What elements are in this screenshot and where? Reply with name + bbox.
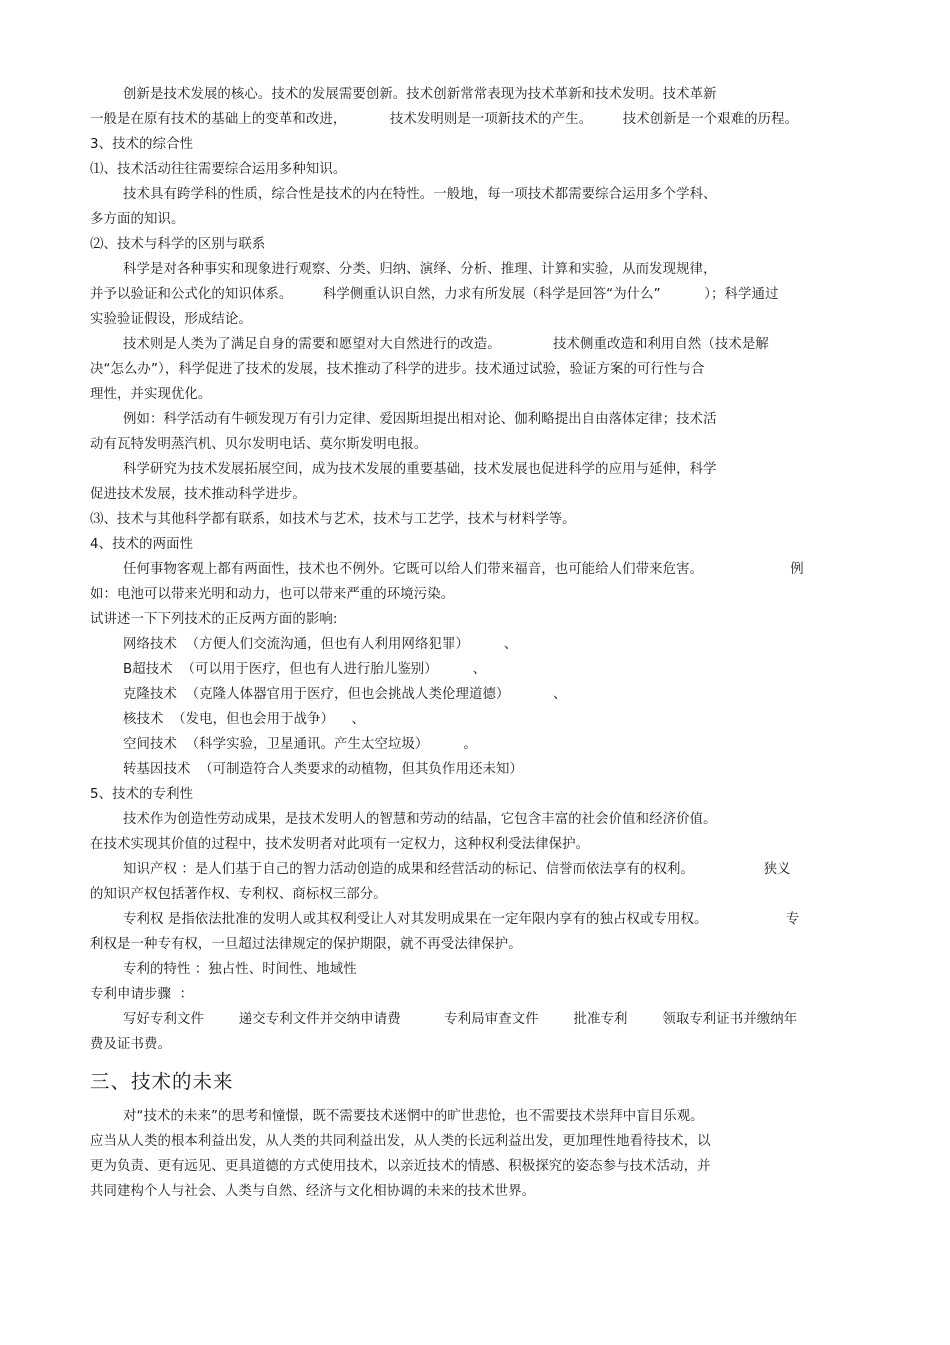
list-item-ultrasound: B超技术 （可以用于医疗，但也有人进行胎儿鉴别） 、: [123, 662, 487, 677]
text-line-36: 专利的特性 ：独占性、时间性、地域性: [123, 962, 357, 977]
list-item-space: 空间技术 （科学实验，卫星通讯。产生太空垃圾） 。: [123, 737, 477, 752]
text-line-12: 决“怎么办”），科学促进了技术的发展，技术推动了科学的进步。技术通过试验，验证方案的可行性与合: [90, 362, 705, 377]
text-line-20: 任何事物客观上都有两面性，技术也不例外。它既可以给人们带来福音，也可能给人们带来危害。 例: [123, 562, 804, 577]
chapter-heading-future: 三、技术的未来: [90, 1070, 234, 1093]
text-line-22: 试讲述一下下列技术的正反两方面的影响:: [90, 612, 338, 627]
list-item-network: 网络技术 （方便人们交流沟通，但也有人利用网络犯罪） 、: [123, 637, 518, 652]
text-line-35: 利权是一种专有权，一旦超过法律规定的保护期限，就不再受法律保护。: [90, 937, 522, 952]
section-heading-4: 4、技术的两面性: [90, 537, 194, 552]
subheading-3: ⑶、技术与其他科学都有联系，如技术与艺术，技术与工艺学，技术与材料学等。: [90, 512, 576, 527]
text-line-16: 科学研究为技术发展拓展空间，成为技术发展的重要基础，技术发展也促进科学的应用与延伸，科学: [123, 462, 717, 477]
subheading-1: ⑴、技术活动往往需要综合运用多种知识。: [90, 162, 347, 177]
text-line-41: 对“技术的未来”的思考和憧憬，既不需要技术迷惘中的旷世悲怆，也不需要技术崇拜中盲目乐观。: [123, 1109, 704, 1124]
section-heading-3: 3、技术的综合性: [90, 137, 194, 152]
text-line-15: 动有瓦特发明蒸汽机、贝尔发明电话、莫尔斯发明电报。: [90, 437, 428, 452]
text-line-1: 创新是技术发展的核心。技术的发展需要创新。技术创新常常表现为技术革新和技术发明。技术革新: [123, 87, 717, 102]
text-line-14: 例如：科学活动有牛顿发现万有引力定律、爱因斯坦提出相对论、伽利略提出自由落体定律；技术活: [123, 412, 717, 427]
section-heading-5: 5、技术的专利性: [90, 787, 194, 802]
list-item-transgenic: 转基因技术 （可制造符合人类要求的动植物，但其负作用还未知）: [123, 762, 523, 777]
text-line-30: 技术作为创造性劳动成果，是技术发明人的智慧和劳动的结晶，它包含丰富的社会价值和经济价值。: [123, 812, 717, 827]
text-line-9: 并予以验证和公式化的知识体系。 科学侧重认识自然，力求有所发展（科学是回答“为什么” ）；科学通过: [90, 287, 779, 302]
text-line-33: 的知识产权包括著作权、专利权、商标权三部分。: [90, 887, 387, 902]
text-line-38: 写好专利文件 递交专利文件并交纳申请费 专利局审查文件 批准专利 领取专利证书并缴纳年: [123, 1012, 798, 1027]
text-line-37: 专利申请步骤 ：: [90, 987, 194, 1002]
text-line-42: 应当从人类的根本利益出发，从人类的共同利益出发，从人类的长远利益出发，更加理性地看待技术，以: [90, 1134, 711, 1149]
subheading-2: ⑵、技术与科学的区别与联系: [90, 237, 266, 252]
text-line-34: 专利权 是指依法批准的发明人或其权利受让人对其发明成果在一定年限内享有的独占权或专用权。 专: [123, 912, 800, 927]
text-line-17: 促进技术发展，技术推动科学进步。: [90, 487, 306, 502]
text-line-43: 更为负责、更有远见、更具道德的方式使用技术，以亲近技术的情感、积极探究的姿态参与技术活动，并: [90, 1159, 711, 1174]
list-item-nuclear: 核技术 （发电，但也会用于战争） 、: [123, 712, 365, 727]
list-item-clone: 克隆技术 （克隆人体器官用于医疗，但也会挑战人类伦理道德） 、: [123, 687, 567, 702]
text-line-8: 科学是对各种事实和现象进行观察、分类、归纳、演绎、分析、推理、计算和实验，从而发现规律，: [123, 262, 717, 277]
text-line-10: 实验验证假设，形成结论。: [90, 312, 252, 327]
text-line-5: 技术具有跨学科的性质，综合性是技术的内在特性。一般地，每一项技术都需要综合运用多个学科、: [123, 187, 717, 202]
text-line-2: 一般是在原有技术的基础上的变革和改进， 技术发明则是一项新技术的产生。 技术创新是一个艰难的历程。: [90, 112, 799, 127]
text-line-6: 多方面的知识。: [90, 212, 185, 227]
text-line-44: 共同建构个人与社会、人类与自然、经济与文化相协调的未来的技术世界。: [90, 1184, 536, 1199]
text-line-39: 费及证书费。: [90, 1037, 171, 1052]
text-line-13: 理性，并实现优化。: [90, 387, 212, 402]
text-line-21: 如：电池可以带来光明和动力，也可以带来严重的环境污染。: [90, 587, 455, 602]
text-line-32: 知识产权 ：是人们基于自己的智力活动创造的成果和经营活动的标记、信誉而依法享有的权利。 狭义: [123, 862, 791, 877]
text-line-11: 技术则是人类为了满足自身的需要和愿望对大自然进行的改造。 技术侧重改造和利用自然（技术是解: [123, 337, 769, 352]
text-line-31: 在技术实现其价值的过程中，技术发明者对此项有一定权力，这种权利受法律保护。: [90, 837, 590, 852]
